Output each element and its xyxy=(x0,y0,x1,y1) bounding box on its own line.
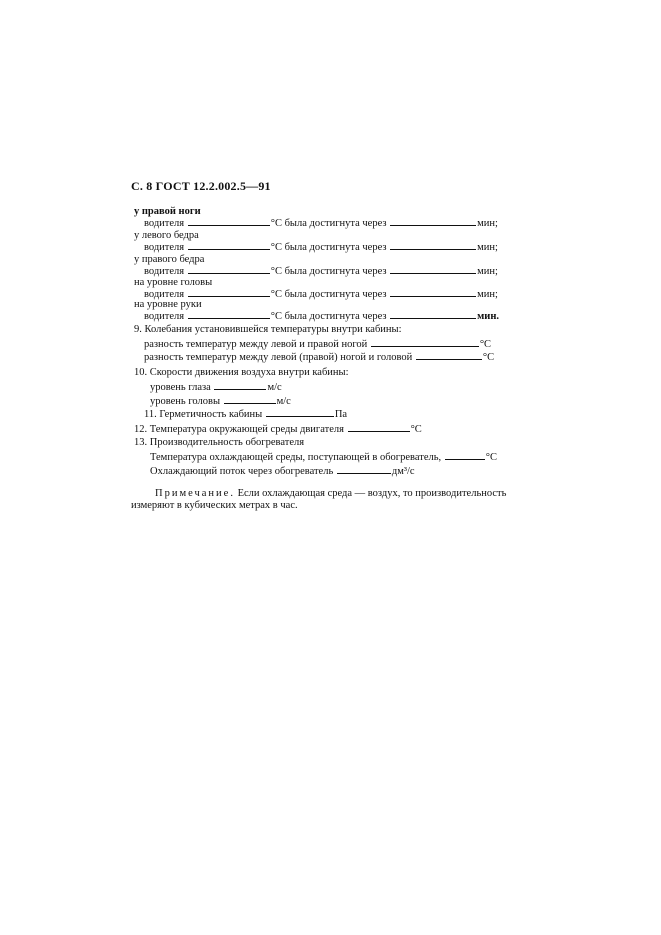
temp-row-1-phrase: была достигнута через xyxy=(284,218,387,229)
temp-row-3-phrase: была достигнута через xyxy=(284,266,387,277)
temp-row-1-value-blank xyxy=(188,217,270,226)
item-11-blank xyxy=(266,408,334,417)
item-9-line-1-blank xyxy=(371,338,479,347)
temp-row-1-time-blank xyxy=(390,217,476,226)
temp-row-5-value-blank xyxy=(188,310,270,319)
item-13-line-2-blank xyxy=(337,465,391,474)
item-13-line-2-text: Охлаждающий поток через обогреватель xyxy=(150,466,334,477)
item-10-line-1-unit: м/с xyxy=(267,382,282,393)
item-10-line-2-unit: м/с xyxy=(276,396,291,407)
item-9-line-2-unit: °С xyxy=(482,352,495,363)
temp-row-2-unit: °С xyxy=(270,242,282,253)
temp-row-2-time-unit: мин; xyxy=(477,242,498,253)
note-line-1 xyxy=(155,488,506,500)
item-13-line-2-unit: дм³/с xyxy=(391,466,415,477)
item-12-label: 12. Температура окружающей среды двигателя xyxy=(134,424,344,435)
temp-row-4-subject: водителя xyxy=(144,289,185,300)
temp-row-4-time-unit: мин; xyxy=(477,289,498,300)
temp-row-5-time-unit: мин. xyxy=(477,311,500,322)
temp-row-4-unit: °С xyxy=(270,289,282,300)
item-9-title: 9. Колебания установившейся температуры внутри кабины: xyxy=(134,324,402,335)
item-9-line-2-blank xyxy=(416,351,482,360)
note-text-2: измеряют в кубических метрах в час. xyxy=(131,500,298,511)
item-13-line-1 xyxy=(150,451,497,464)
temp-row-3-location: у правого бедра xyxy=(134,254,205,265)
temp-row-2-line xyxy=(144,241,498,254)
temp-row-5-time-blank xyxy=(390,310,476,319)
temp-row-1-line xyxy=(144,217,498,230)
item-13-line-1-unit: °С xyxy=(485,452,497,463)
item-10-line-1 xyxy=(150,381,282,394)
temp-row-4-value-blank xyxy=(188,288,270,297)
temp-row-2-phrase: была достигнута через xyxy=(284,242,387,253)
item-9-line-2 xyxy=(144,351,494,364)
temp-row-4-phrase: была достигнута через xyxy=(284,289,387,300)
item-13-line-1-text: Температура охлаждающей среды, поступающей в обогреватель, xyxy=(150,452,442,463)
item-9-line-1-unit: °С xyxy=(479,339,492,350)
item-10-title: 10. Скорости движения воздуха внутри кабины: xyxy=(134,367,349,378)
item-9-line-1 xyxy=(144,338,491,351)
page-header: С. 8 ГОСТ 12.2.002.5—91 xyxy=(131,179,271,193)
temp-row-2-location: у левого бедра xyxy=(134,230,199,241)
temp-row-5-unit: °С xyxy=(270,311,282,322)
note-label: Примечание. xyxy=(155,488,235,499)
temp-row-5-location: на уровне руки xyxy=(134,299,202,310)
item-10-line-1-blank xyxy=(214,381,266,390)
temp-row-5-line xyxy=(144,310,499,323)
item-12-line xyxy=(134,423,422,436)
item-9-line-1-text: разность температур между левой и правой ногой xyxy=(144,339,368,350)
item-9-line-2-text: разность температур между левой (правой) ногой и головой xyxy=(144,352,413,363)
temp-row-1-unit: °С xyxy=(270,218,282,229)
item-13-title: 13. Производительность обогревателя xyxy=(134,437,305,448)
temp-row-2-time-blank xyxy=(390,241,476,250)
temp-row-4-time-blank xyxy=(390,288,476,297)
item-10-line-2-blank xyxy=(224,395,276,404)
item-12-unit: °С xyxy=(410,424,422,435)
note-text-1: Если охлаждающая среда — воздух, то производительность xyxy=(237,488,507,499)
item-10-line-2-text: уровень головы xyxy=(150,396,220,407)
temp-row-5-subject: водителя xyxy=(144,311,185,322)
item-11-label: 11. Герметичность кабины xyxy=(144,409,263,420)
temp-row-2-subject: водителя xyxy=(144,242,185,253)
temp-row-3-value-blank xyxy=(188,265,270,274)
item-11-line xyxy=(144,408,347,421)
temp-row-1-subject: водителя xyxy=(144,218,185,229)
temp-row-4-location: на уровне головы xyxy=(134,277,213,288)
temp-row-1-location: у правой ноги xyxy=(134,206,201,217)
item-13-line-2 xyxy=(150,465,415,478)
item-12-blank xyxy=(348,423,410,432)
temp-row-2-value-blank xyxy=(188,241,270,250)
item-11-unit: Па xyxy=(334,409,348,420)
item-10-line-1-text: уровень глаза xyxy=(150,382,211,393)
temp-row-5-phrase: была достигнута через xyxy=(284,311,387,322)
temp-row-1-time-unit: мин; xyxy=(477,218,498,229)
temp-row-3-unit: °С xyxy=(270,266,282,277)
temp-row-3-time-blank xyxy=(390,265,476,274)
temp-row-3-time-unit: мин; xyxy=(477,266,498,277)
item-10-line-2 xyxy=(150,395,291,408)
item-13-line-1-blank xyxy=(445,451,485,460)
temp-row-3-subject: водителя xyxy=(144,266,185,277)
